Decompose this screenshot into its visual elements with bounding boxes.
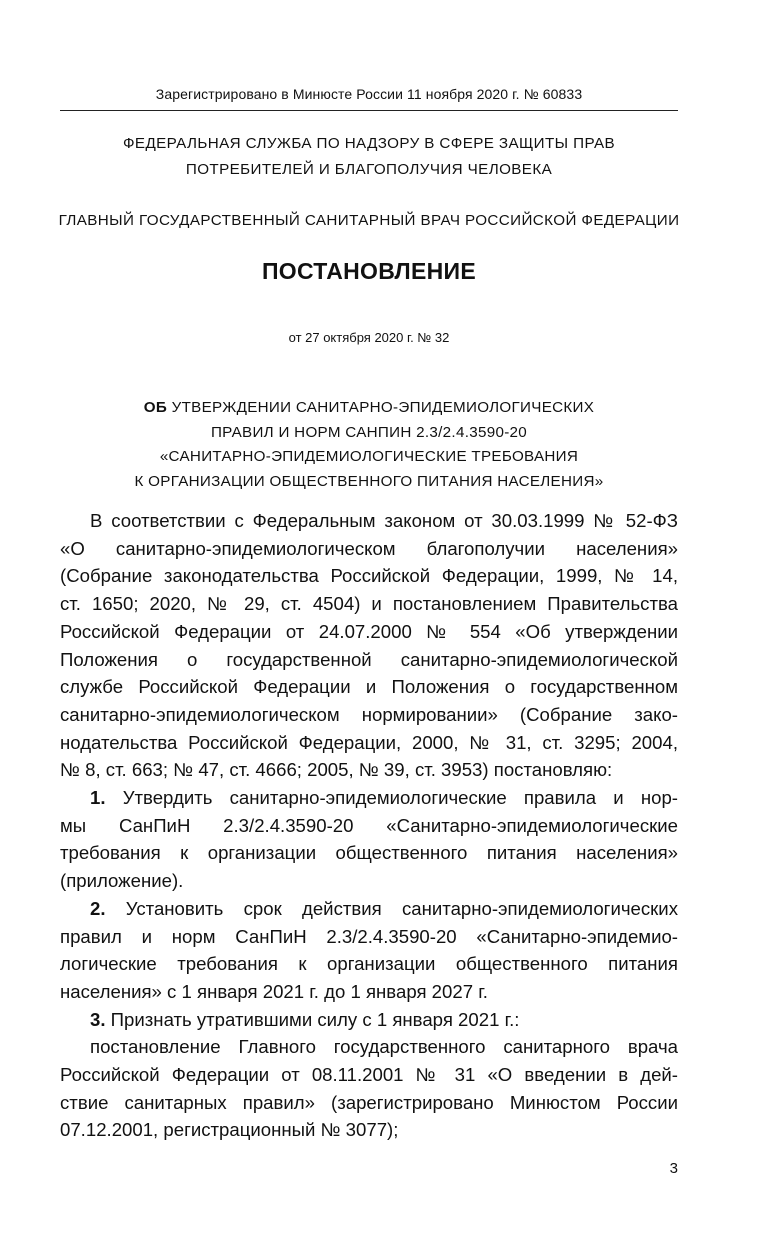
- item-2-line: населения» с 1 января 2021 г. до 1 января 2027 г.: [60, 980, 488, 1002]
- repeal-line: ствие санитарных правил» (зарегистрировано Минюстом России: [60, 1091, 678, 1113]
- item-2-line: правил и норм СанПиН 2.3/2.4.3590-20 «Санитарно-эпидемио-: [60, 925, 678, 947]
- subject-line: К ОРГАНИЗАЦИИ ОБЩЕСТВЕННОГО ПИТАНИЯ НАСЕЛЕНИЯ»: [134, 472, 604, 490]
- header-divider: [60, 110, 678, 111]
- agency-name: [60, 131, 678, 183]
- item-1-line: [60, 784, 678, 812]
- item-number: 3.: [90, 1008, 106, 1030]
- item-3-line: [60, 1006, 678, 1034]
- item-number: 1.: [90, 787, 106, 809]
- body-line: службе Российской Федерации и Положения о государственном: [60, 676, 678, 698]
- subject-line-rest: УТВЕРЖДЕНИИ САНИТАРНО-ЭПИДЕМИОЛОГИЧЕСКИХ: [167, 399, 595, 416]
- subject-line: ПРАВИЛ И НОРМ САНПИН 2.3/2.4.3590-20: [210, 423, 528, 441]
- item-1-line: требования к организации общественного питания населения»: [60, 842, 678, 864]
- repeal-line: 07.12.2001, регистрационный № 3077);: [60, 1119, 399, 1141]
- registration-note: Зарегистрировано в Минюсте России 11 ноября 2020 г. № 60833: [155, 86, 583, 102]
- document-body: [60, 507, 678, 1144]
- item-text: Признать утратившими силу с 1 января 2021 г.:: [105, 1008, 520, 1030]
- body-line: санитарно-эпидемиологическом нормировании» (Собрание зако-: [60, 703, 678, 725]
- body-line: Российской Федерации от 24.07.2000 № 554 «Об утверждении: [60, 620, 678, 642]
- agency-name-line: ФЕДЕРАЛЬНАЯ СЛУЖБА ПО НАДЗОРУ В СФЕРЕ ЗАЩИТЫ ПРАВ: [122, 135, 616, 152]
- document-date-number: от 27 октября 2020 г. № 32: [288, 330, 450, 345]
- body-line: нодательства Российской Федерации, 2000, № 31, ст. 3295; 2004,: [60, 731, 678, 753]
- item-2-line: [60, 895, 678, 923]
- agency-name-line: ПОТРЕБИТЕЛЕЙ И БЛАГОПОЛУЧИЯ ЧЕЛОВЕКА: [185, 161, 553, 178]
- item-2-line: логические требования к организации общественного питания: [60, 953, 678, 975]
- body-line: (Собрание законодательства Российской Федерации, 1999, № 14,: [60, 565, 678, 587]
- body-line: В соответствии с Федеральным законом от 30.03.1999 № 52-ФЗ: [90, 510, 678, 531]
- item-text: Установить срок действия санитарно-эпидемиологических: [105, 897, 678, 919]
- document-type-heading: ПОСТАНОВЛЕНИЕ: [261, 258, 477, 284]
- item-1-line: мы СанПиН 2.3/2.4.3590-20 «Санитарно-эпидемиологические: [60, 814, 678, 836]
- item-text: Утвердить санитарно-эпидемиологические правила и нор-: [105, 787, 678, 809]
- body-line: Положения о государственной санитарно-эпидемиологической: [60, 648, 678, 670]
- repeal-line: Российской Федерации от 08.11.2001 № 31 «О введении в дей-: [60, 1064, 678, 1086]
- document-subject: [60, 396, 678, 494]
- item-number: 2.: [90, 897, 106, 919]
- chief-sanitary-doctor-title: ГЛАВНЫЙ ГОСУДАРСТВЕННЫЙ САНИТАРНЫЙ ВРАЧ РОССИЙСКОЙ ФЕДЕРАЦИИ: [58, 212, 680, 229]
- subject-line: [60, 396, 678, 421]
- item-1-line: (приложение).: [60, 870, 184, 892]
- body-line: «О санитарно-эпидемиологическом благополучии населения»: [60, 537, 678, 559]
- repeal-line: постановление Главного государственного санитарного врача: [90, 1036, 678, 1058]
- body-line: № 8, ст. 663; № 47, ст. 4666; 2005, № 39, ст. 3953) постановляю:: [60, 759, 613, 781]
- body-line: ст. 1650; 2020, № 29, ст. 4504) и постановлением Правительства: [60, 593, 678, 615]
- page-number: 3: [669, 1160, 678, 1177]
- subject-line: «САНИТАРНО-ЭПИДЕМИОЛОГИЧЕСКИЕ ТРЕБОВАНИЯ: [159, 448, 579, 465]
- subject-bold-prefix: ОБ: [143, 399, 168, 416]
